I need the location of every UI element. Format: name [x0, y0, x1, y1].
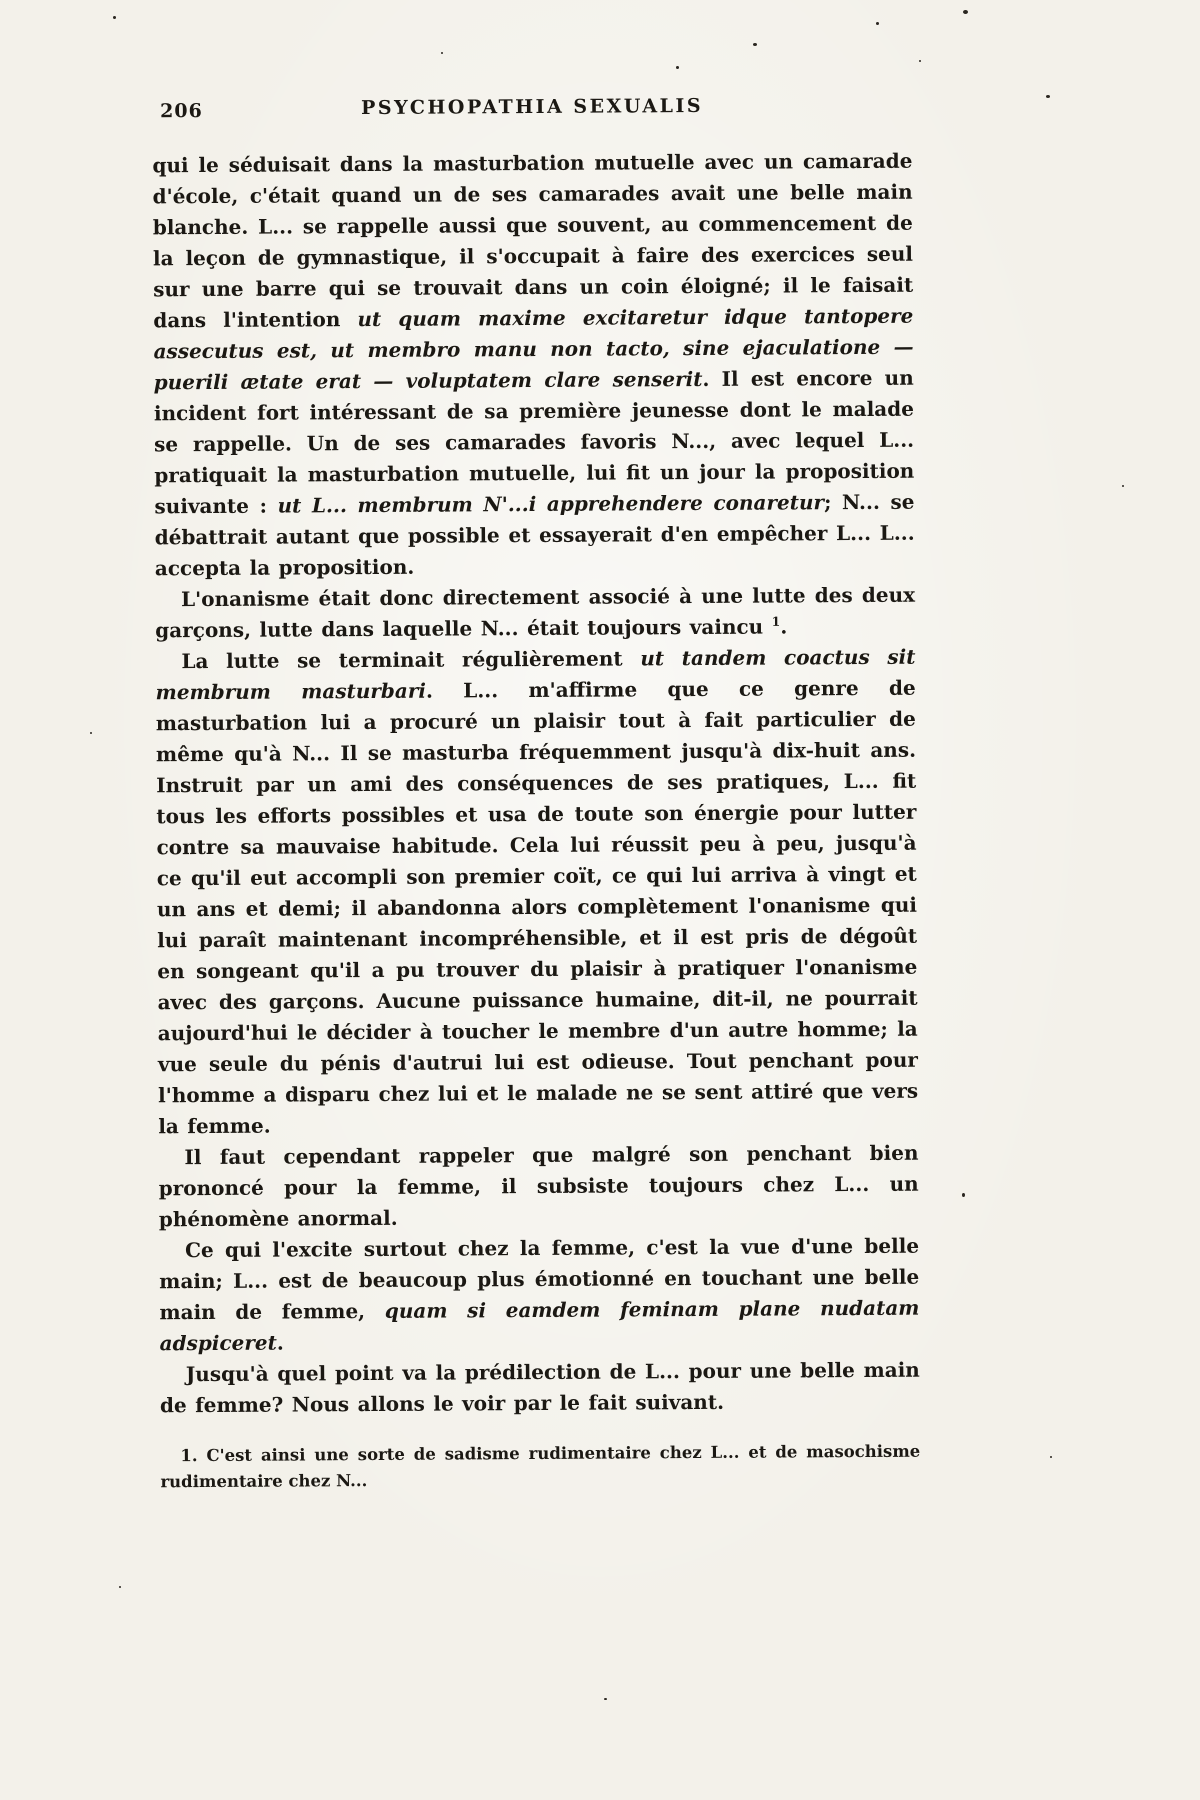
paragraph: Ce qui l'excite surtout chez la femme, c'est la vue d'une belle main; L... est de beaucoup plus émotionné en touchant une belle main de femme, quam si eamdem feminam plane nudatam adspiceret. — [159, 1233, 920, 1356]
scan-speck — [119, 1586, 121, 1588]
paragraph: L'onanisme était donc directement associé à une lutte des deux garçons, lutte dans laquelle N... était toujours vaincu $^1$. — [155, 582, 916, 643]
scan-speck — [90, 732, 92, 734]
page-content — [152, 94, 921, 1496]
paragraph: qui le séduisait dans la masturbation mutuelle avec un camarade d'école, c'était quand un de ses camarades avait une belle main blanche. L... se rappelle aussi que souvent, au commencement de la leçon de gymnastique, il s'occupait à faire des exercices seul sur une barre qui se trouvait dans un coin éloigné; il le faisait dans l'intention ut quam maxime excitaretur idque tantopere assecutus est, ut membro manu non tacto, sine ejaculatione — puerili ætate erat — voluptatem clare senserit. Il est encore un incident fort intéressant de sa première jeunesse dont le malade se rappelle. Un de ses camarades favoris N..., avec lequel L... pratiquait la masturbation mutuelle, lui fit un jour la proposition suivante : ut L... membrum N'...i apprehendere conaretur; N... se débattrait autant que possible et essayerait d'en empêcher L... L... accepta la proposition. — [152, 148, 915, 581]
scan-speck — [1046, 95, 1050, 98]
scan-speck — [876, 22, 879, 25]
page-number: 206 — [160, 100, 203, 123]
paragraph: Il faut cependant rappeler que malgré son penchant bien prononcé pour la femme, il subsiste toujours chez L... un phénomène anormal. — [158, 1140, 919, 1232]
page-title: PSYCHOPATHIA SEXUALIS — [361, 94, 704, 120]
footnote-text: 1. C'est ainsi une sorte de sadisme rudimentaire chez L... et de masochisme rudimentaire chez N... — [160, 1441, 921, 1492]
scan-speck — [919, 60, 921, 62]
page-header — [152, 94, 912, 133]
scan-speck — [676, 66, 679, 69]
scan-speck — [113, 16, 116, 19]
text-block — [152, 146, 920, 1422]
paragraph: Jusqu'à quel point va la prédilection de L... pour une belle main de femme? Nous allons le voir par le fait suivant. — [159, 1357, 920, 1418]
scan-speck — [1050, 1456, 1052, 1458]
scan-speck — [441, 52, 443, 54]
scan-speck — [753, 43, 757, 46]
paragraph: La lutte se terminait régulièrement ut tandem coactus sit membrum masturbari. L... m'affirme que ce genre de masturbation lui a procuré un plaisir tout à fait particulier de même qu'à N... Il se masturba fréquemment jusqu'à dix-huit ans. Instruit par un ami des conséquences de ses pratiques, L... fit tous les efforts possibles et usa de toute son énergie pour lutter contre sa mauvaise habitude. Cela lui réussit peu à peu, jusqu'à ce qu'il eut accompli son premier coït, ce qui lui arriva à vingt et un ans et demi; il abandonna alors complètement l'onanisme qui lui paraît maintenant incompréhensible, et il est pris de dégoût en songeant qu'il a pu trouver du plaisir à pratiquer l'onanisme avec des garçons. Aucune puissance humaine, dit-il, ne pourrait aujourd'hui le décider à toucher le membre d'un autre homme; la vue seule du pénis d'autrui lui est odieuse. Tout penchant pour l'homme a disparu chez lui et le malade ne se sent attiré que vers la femme. — [155, 644, 919, 1139]
scan-speck — [604, 1698, 607, 1700]
scan-speck — [962, 1193, 965, 1197]
scan-speck — [963, 10, 968, 14]
footnote — [160, 1439, 920, 1496]
scan-speck — [1122, 485, 1124, 487]
